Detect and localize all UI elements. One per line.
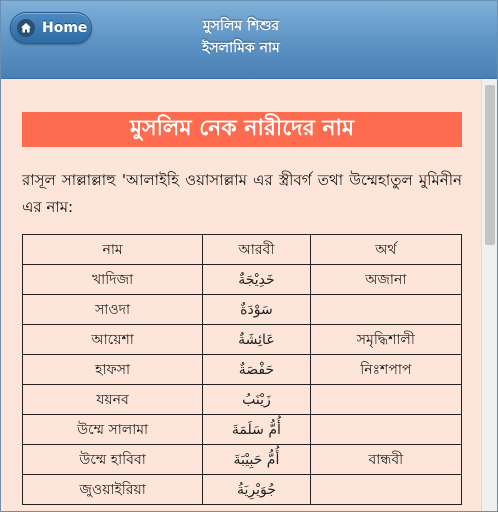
cell-arabic: خَدِيْجَةٌ bbox=[203, 265, 311, 295]
table-row bbox=[23, 325, 462, 355]
cell-name: সাওদা bbox=[23, 295, 203, 325]
home-icon bbox=[17, 19, 35, 37]
cell-meaning bbox=[310, 475, 461, 505]
table-header-row bbox=[23, 235, 462, 265]
column-header-name: নাম bbox=[23, 235, 203, 265]
cell-meaning: সমৃদ্ধিশালী bbox=[310, 325, 461, 355]
cell-meaning bbox=[310, 415, 461, 445]
cell-name: আয়েশা bbox=[23, 325, 203, 355]
table-row bbox=[23, 295, 462, 325]
app-title bbox=[151, 15, 331, 59]
cell-meaning bbox=[310, 385, 461, 415]
section-heading: মুসলিম নেক নারীদের নাম bbox=[22, 112, 462, 147]
app-header bbox=[1, 1, 497, 79]
table-row bbox=[23, 415, 462, 445]
cell-arabic: سَوْدَةٌ bbox=[203, 295, 311, 325]
cell-name: হাফসা bbox=[23, 355, 203, 385]
app-title-line-1: মুসলিম শিশুর bbox=[202, 18, 280, 34]
cell-arabic: جُوَيْرِيَةُ bbox=[203, 475, 311, 505]
cell-arabic: عَائِشَةٌ bbox=[203, 325, 311, 355]
table-row bbox=[23, 475, 462, 505]
home-button-label: Home bbox=[42, 20, 88, 36]
table-row bbox=[23, 265, 462, 295]
app-title-line-2: ইসলামিক নাম bbox=[202, 40, 280, 56]
cell-arabic: أُمُّ سَلَمَةَ bbox=[203, 415, 311, 445]
cell-meaning bbox=[310, 295, 461, 325]
table-row bbox=[23, 355, 462, 385]
content-area[interactable] bbox=[1, 79, 481, 511]
cell-arabic: أُمُّ حَبِيْبَةَ bbox=[203, 445, 311, 475]
vertical-scrollbar[interactable] bbox=[481, 79, 498, 511]
column-header-meaning: অর্থ bbox=[310, 235, 461, 265]
cell-arabic: زَيْنَبُ bbox=[203, 385, 311, 415]
table-row bbox=[23, 445, 462, 475]
cell-name: উম্মে হাবিবা bbox=[23, 445, 203, 475]
cell-meaning: অজানা bbox=[310, 265, 461, 295]
cell-name: যয়নব bbox=[23, 385, 203, 415]
cell-name: খাদিজা bbox=[23, 265, 203, 295]
cell-name: জুওয়াইরিয়া bbox=[23, 475, 203, 505]
names-table bbox=[22, 234, 462, 505]
cell-meaning: বান্ধবী bbox=[310, 445, 461, 475]
cell-meaning: নিঃশপাপ bbox=[310, 355, 461, 385]
scrollbar-thumb[interactable] bbox=[485, 85, 495, 245]
intro-text: রাসূল সাল্লাল্লাহু 'আলাইহি ওয়াসাল্লাম এর স্ত্রীবর্গ তথা উম্মেহাতুল মুমিনীন এর নাম: bbox=[22, 171, 462, 216]
cell-name: উম্মে সালামা bbox=[23, 415, 203, 445]
cell-arabic: حَفْصَةٌ bbox=[203, 355, 311, 385]
home-button[interactable] bbox=[10, 12, 92, 44]
table-row bbox=[23, 385, 462, 415]
column-header-arabic: আরবী bbox=[203, 235, 311, 265]
